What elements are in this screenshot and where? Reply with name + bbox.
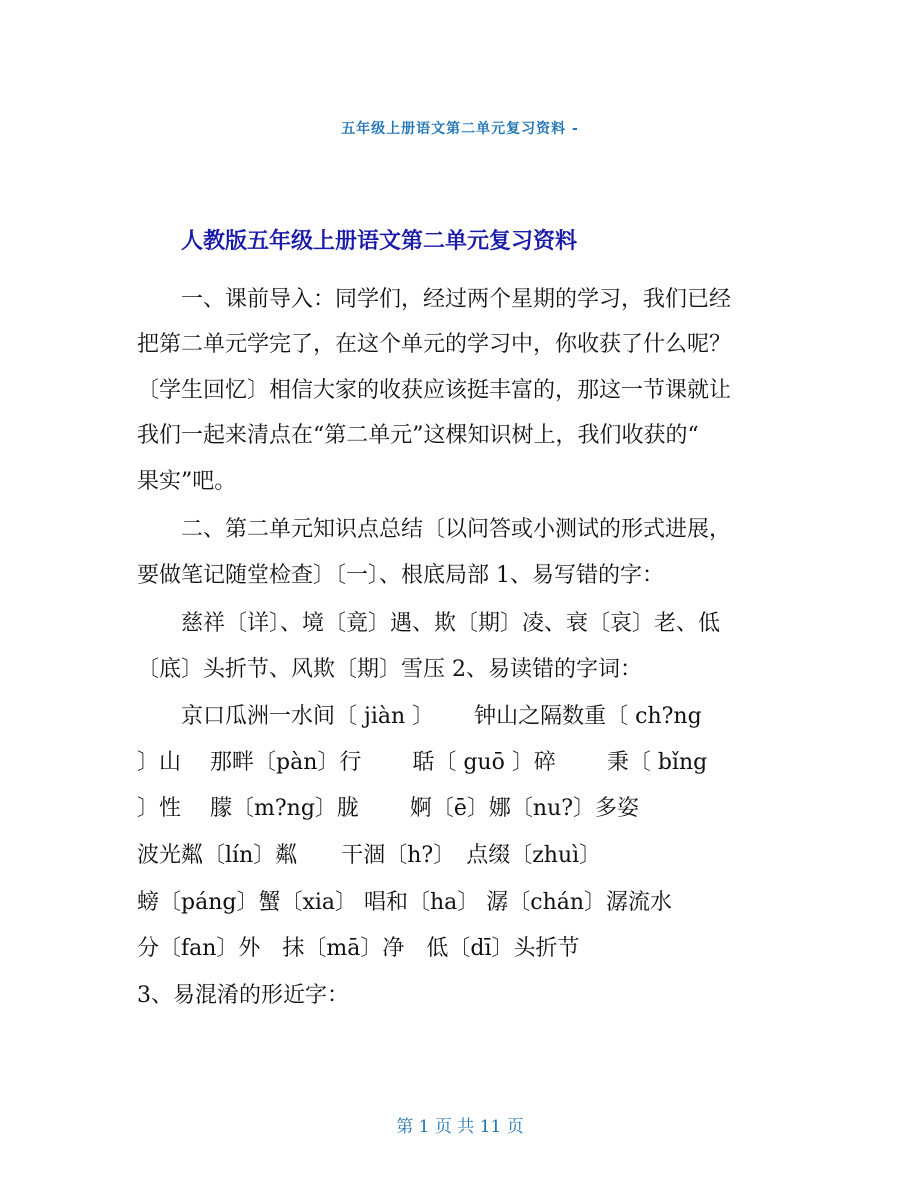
body-line: 〔底〕头折节、风欺〔期〕雪压 2、易读错的字词：: [137, 657, 642, 682]
body-line: 〕山 那畔〔pàn〕行 聒〔 guō 〕碎 秉〔 bǐng: [137, 750, 708, 775]
body-line: 要做笔记随堂检查〕〔一〕、根底局部 1、易写错的字：: [137, 563, 664, 588]
document-subtitle: 人教版五年级上册语文第二单元复习资料: [181, 229, 578, 254]
body-line: 〔学生回忆〕相信大家的收获应该挺丰富的，那这一节课就让: [137, 378, 732, 403]
page-number-footer: 第 1 页 共 11 页: [396, 1117, 524, 1137]
body-line: 螃〔páng〕蟹〔xia〕 唱和〔ha〕 潺〔chán〕潺流水: [137, 890, 673, 915]
body-line: 把第二单元学完了，在这个单元的学习中，你收获了什么呢？: [137, 332, 732, 357]
body-line: 慈祥〔详〕、境〔竟〕遇、欺〔期〕凌、衰〔哀〕老、低: [137, 611, 721, 636]
body-line: 分〔fan〕外 抹〔mā〕净 低〔dī〕头折节: [137, 936, 580, 961]
body-line: 果实”吧。: [137, 469, 237, 494]
body-line: 3、易混淆的形近字：: [137, 983, 349, 1008]
body-line: 二、第二单元知识点总结〔以问答或小测试的形式进展，: [137, 517, 732, 542]
body-line: 一、课前导入：同学们，经过两个星期的学习，我们已经: [137, 287, 732, 312]
body-line: 〕性 朦〔m?ng〕胧 婀〔ē〕娜〔nu?〕多姿: [137, 796, 640, 821]
body-line: 京口瓜洲一水间〔 jiàn 〕 钟山之隔数重〔 ch?ng: [137, 704, 702, 729]
page-title: 五年级上册语文第二单元复习资料 -: [341, 121, 579, 137]
body-line: 我们一起来清点在“第二单元”这棵知识树上，我们收获的“: [137, 423, 699, 448]
body-line: 波光粼〔lín〕粼 干涸〔h?〕 点缀〔zhuì〕: [137, 843, 602, 868]
